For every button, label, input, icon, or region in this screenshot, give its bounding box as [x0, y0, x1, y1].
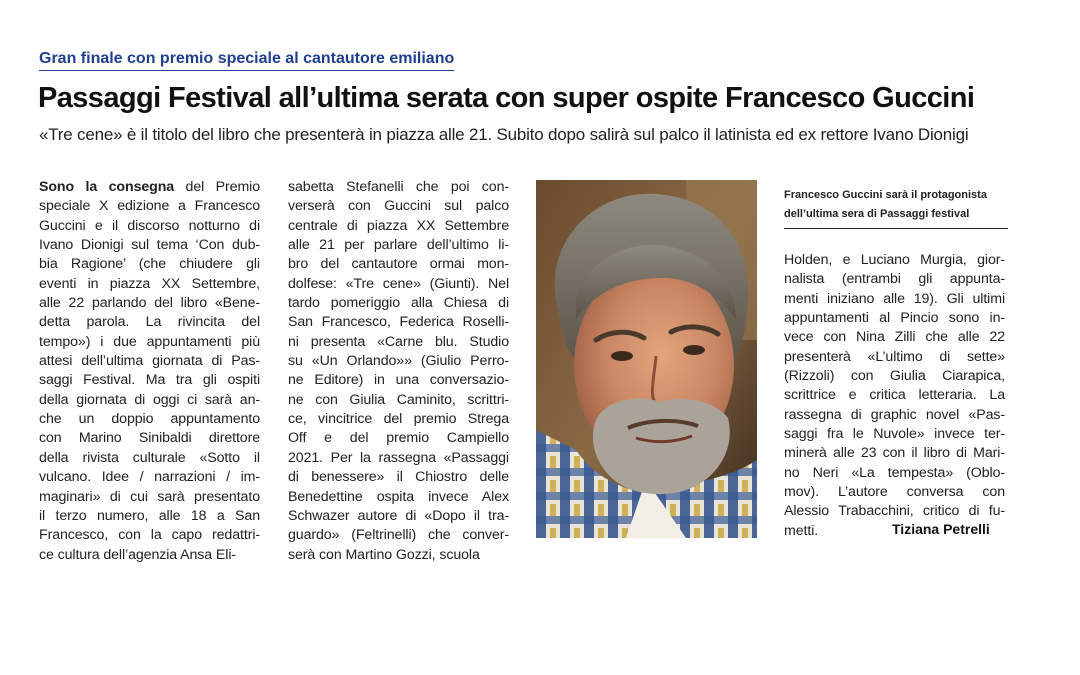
column-4-text-line: nalista (entrambi gli appunta-	[784, 271, 1005, 288]
article-author: Tiziana Petrelli	[892, 521, 990, 537]
column-4-text-line: minerà alle 23 con il libro di Mari-	[784, 445, 1005, 462]
caption-text-line: Francesco Guccini sarà il protagonista	[784, 189, 987, 201]
column-2-text-line: di benessere» il Chiostro delle	[288, 469, 509, 486]
column-2-text-line: ce, vincitrice del premio Strega	[288, 411, 509, 428]
column-2-text-line: serà con Martino Gozzi, scuola	[288, 546, 480, 563]
column-1-text-line: alle 22 parlando del libro «Bene-	[39, 295, 260, 312]
column-1-text-line: Ivano Dionigi sul tema ‘Con dub-	[39, 237, 260, 254]
column-1-text-line: saggi Festival. Ma tra gli ospiti	[39, 372, 260, 389]
column-1-text-line: maginari» di cui sarà presentato	[39, 488, 260, 505]
article-kicker: Gran finale con premio speciale al cantautore emiliano	[39, 50, 454, 71]
column-2-text-line: Off e del premio Campiello	[288, 430, 509, 447]
column-2-text-line: su «Un Orlando»» (Giulio Perro-	[288, 353, 509, 370]
column-1-text-line: della giornata di oggi ci sarà an-	[39, 391, 260, 408]
column-4-text-line: (Rizzoli) con Giulia Ciarapica,	[784, 368, 1005, 385]
article-headline: Passaggi Festival all’ultima serata con super ospite Francesco Guccini	[38, 82, 975, 114]
column-1-text-line: tempo») i due appuntamenti più	[39, 333, 260, 350]
column-1-text-line: eventi in piazza XX Settembre,	[39, 275, 260, 292]
column-2-text-line: San Francesco, Federica Roselli-	[288, 314, 509, 331]
column-1-text-line: bia Ragione’ (che chiudere gli	[39, 256, 260, 273]
column-4-text-line: Holden, e Luciano Murgia, gior-	[784, 252, 1005, 268]
column-1-text-line: che un doppio appuntamento	[39, 411, 260, 428]
column-1-first-line	[39, 178, 260, 197]
column-1-text-line: con Marino Sinibaldi direttore	[39, 430, 260, 447]
column-2-text-line: Benedettine ospita invece Alex	[288, 488, 509, 505]
column-4-text-line: rassegna di graphic novel «Pas-	[784, 406, 1005, 423]
article-subhead: «Tre cene» è il titolo del libro che presenterà in piazza alle 21. Subito dopo salirà sul palco il latinista ed ex rettore Ivano Dionigi	[39, 125, 969, 144]
column-2-text-line: ne con Giulia Caminito, scrittri-	[288, 391, 509, 408]
article-column-4	[784, 251, 1005, 541]
column-4-text-line: scrittrice e critica letteraria. La	[784, 387, 1005, 404]
photo-francesco-guccini	[536, 180, 757, 538]
column-2-text-line: guardo» (Feltrinelli) che conver-	[288, 527, 509, 544]
article-column-1	[39, 178, 260, 565]
column-2-text-line: ne Editore) in una conversazio-	[288, 372, 509, 389]
column-2-text-line: verserà con Guccini sul palco	[288, 198, 509, 215]
column-1-lines	[39, 197, 260, 565]
column-1-text-line: Francesco, con la capo redattri-	[39, 527, 260, 544]
column-4-text-line: menti iniziano alle 19). Gli ultimi	[784, 290, 1005, 307]
column-2-lines	[288, 178, 509, 565]
column-1-text-line: il terzo numero, alle 18 a San	[39, 507, 260, 524]
column-2-text-line: sabetta Stefanelli che poi con-	[288, 179, 509, 195]
article-lead-rest: del Premio	[174, 179, 260, 195]
article-lead-in: Sono la consegna	[39, 179, 175, 195]
column-2-text-line: 2021. Per la rassegna «Passaggi	[288, 449, 509, 466]
column-2-text-line: alle 21 per parlare dell’ultimo li-	[288, 237, 509, 254]
column-2-text-line: dolfese: «Tre cene» (Giunti). Nel	[288, 275, 509, 292]
column-1-text-line: Guccini e il discorso notturno di	[39, 217, 260, 234]
column-1-text-line: della rivista culturale «Sotto il	[39, 449, 260, 466]
column-1-text-line: attesi dell’ultima giornata di Pas-	[39, 353, 260, 370]
column-4-text-line: vece con Nina Zilli che alle 22	[784, 329, 1005, 346]
column-2-text-line: ni presenta «Carne blu. Studio	[288, 333, 509, 350]
column-1-text-line: ce cultura dell’agenzia Ansa Eli-	[39, 546, 237, 563]
column-2-text-line: bro del cantautore ormai mon-	[288, 256, 509, 273]
column-4-text-line: presenterà «L’ultimo di sette»	[784, 348, 1005, 365]
column-4-text-line: metti.	[784, 522, 819, 539]
column-1-text-line: detta parola. La rivincita del	[39, 314, 260, 331]
caption-lines	[784, 186, 1008, 224]
column-4-lines	[784, 251, 1005, 541]
column-4-text-line: mov). L’autore conversa con	[784, 484, 1005, 501]
column-4-text-line: appuntamenti al Pincio sono in-	[784, 310, 1005, 327]
column-4-text-line: saggi fra le Nuvole» invece ter-	[784, 426, 1005, 443]
column-1-text-line: vulcano. Idee / narrazioni / im-	[39, 469, 260, 486]
column-2-text-line: centrale di piazza XX Settembre	[288, 217, 509, 234]
column-2-text-line: tardo pomeriggio alla Chiesa di	[288, 295, 509, 312]
column-1-text-line: speciale X edizione a Francesco	[39, 198, 260, 215]
article-column-2	[288, 178, 509, 565]
column-2-text-line: Schwazer autore di «Dopo il tra-	[288, 507, 509, 524]
photo-caption	[784, 186, 1008, 229]
column-4-text-line: Alessio Trabacchini, critico di fu-	[784, 503, 1005, 520]
column-4-text-line: no Neri «La tempesta» (Oblo-	[784, 464, 1005, 481]
caption-text-line: dell’ultima sera di Passaggi festival	[784, 208, 970, 220]
